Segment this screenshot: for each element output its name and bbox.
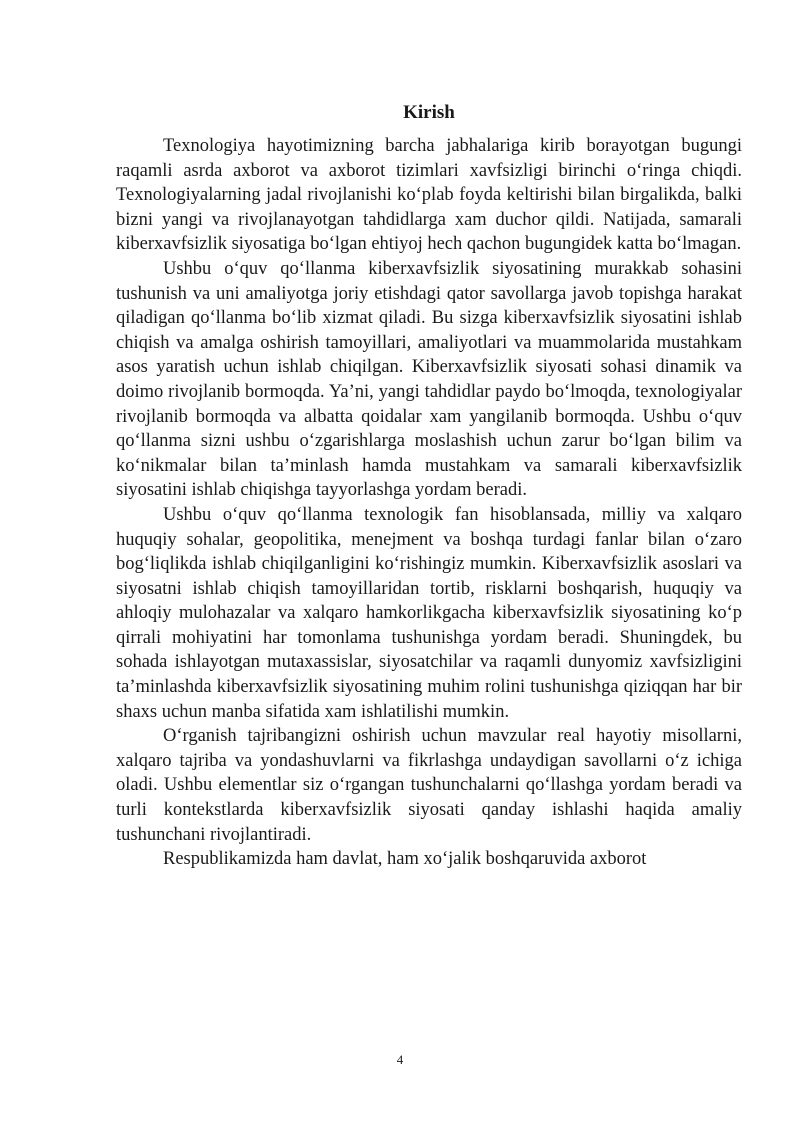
page-number: 4 (396, 1052, 404, 1067)
page-title: Kirish (403, 102, 455, 123)
paragraph-5: Respublikamizda ham davlat, ham xo‘jalik boshqaruvida axborot (163, 849, 647, 870)
document-page (116, 100, 742, 872)
paragraph-1: Texnologiya hayotimizning barcha jabhalariga kirib borayotgan bugungi raqamli asrda axborot va axborot tizimlari xavfsizligi birinchi o‘ringa chiqdi. Texnologiyalarning jadal rivojlanishi ko‘plab foyda keltirishi bilan birgalikda, balki bizni yangi va rivojlanayotgan tahdidlarga xam duchor qildi. Natijada, samarali kiberxavfsizlik siyosatiga bo‘lgan ehtiyoj hech qachon bugungidek katta bo‘lmagan. (116, 136, 742, 255)
paragraph-3: Ushbu o‘quv qo‘llanma texnologik fan hisoblansada, milliy va xalqaro huquqiy sohalar, geopolitika, menejment va boshqa turdagi fanlar bilan o‘zaro bog‘liqlikda ishlab chiqilganligini ko‘rishingiz mumkin. Kiberxavfsizlik asoslari va siyosatni ishlab chiqish tamoyillaridan tortib, risklarni boshqarish, huquqiy va ahloqiy mulohazalar va xalqaro hamkorlikgacha kiberxavfsizlik siyosatining ko‘p qirrali mohiyatini har tomonlama tushunishga yordam beradi. Shuningdek, bu sohada ishlayotgan mutaxassislar, siyosatchilar va raqamli dunyomiz xavfsizligini ta’minlashda kiberxavfsizlik siyosatining muhim rolini tushunishga qiziqqan har bir shaxs uchun manba sifatida xam ishlatilishi mumkin. (116, 504, 742, 722)
paragraph-4: O‘rganish tajribangizni oshirish uchun mavzular real hayotiy misollarni, xalqaro tajriba va yondashuvlarni va fikrlashga undaydigan savollarni o‘z ichiga oladi. Ushbu elementlar siz o‘rgangan tushunchalarni qo‘llashga yordam beradi va turli kontekstlarda kiberxavfsizlik siyosati qanday ishlashi haqida amaliy tushunchani rivojlantiradi. (116, 726, 742, 845)
paragraph-2: Ushbu o‘quv qo‘llanma kiberxavfsizlik siyosatining murakkab sohasini tushunish va uni amaliyotga joriy etishdagi qator savollarga javob topishga harakat qiladigan qo‘llanma bo‘lib xizmat qiladi. Bu sizga kiberxavfsizlik siyosatini ishlab chiqish va amalga oshirish tamoyillari, amaliyotlari va muammolarida mustahkam asos yaratish uchun ishlab chiqilgan. Kiberxavfsizlik siyosati sohasi dinamik va doimo rivojlanib bormoqda. Ya’ni, yangi tahdidlar paydo bo‘lmoqda, texnologiyalar rivojlanib bormoqda va albatta qoidalar xam yangilanib bormoqda. Ushbu o‘quv qo‘llanma sizni ushbu o‘zgarishlarga moslashish uchun zarur bo‘lgan bilim va ko‘nikmalar bilan ta’minlash hamda mustahkam va samarali kiberxavfsizlik siyosatini ishlab chiqishga tayyorlashga yordam beradi. (116, 258, 742, 501)
